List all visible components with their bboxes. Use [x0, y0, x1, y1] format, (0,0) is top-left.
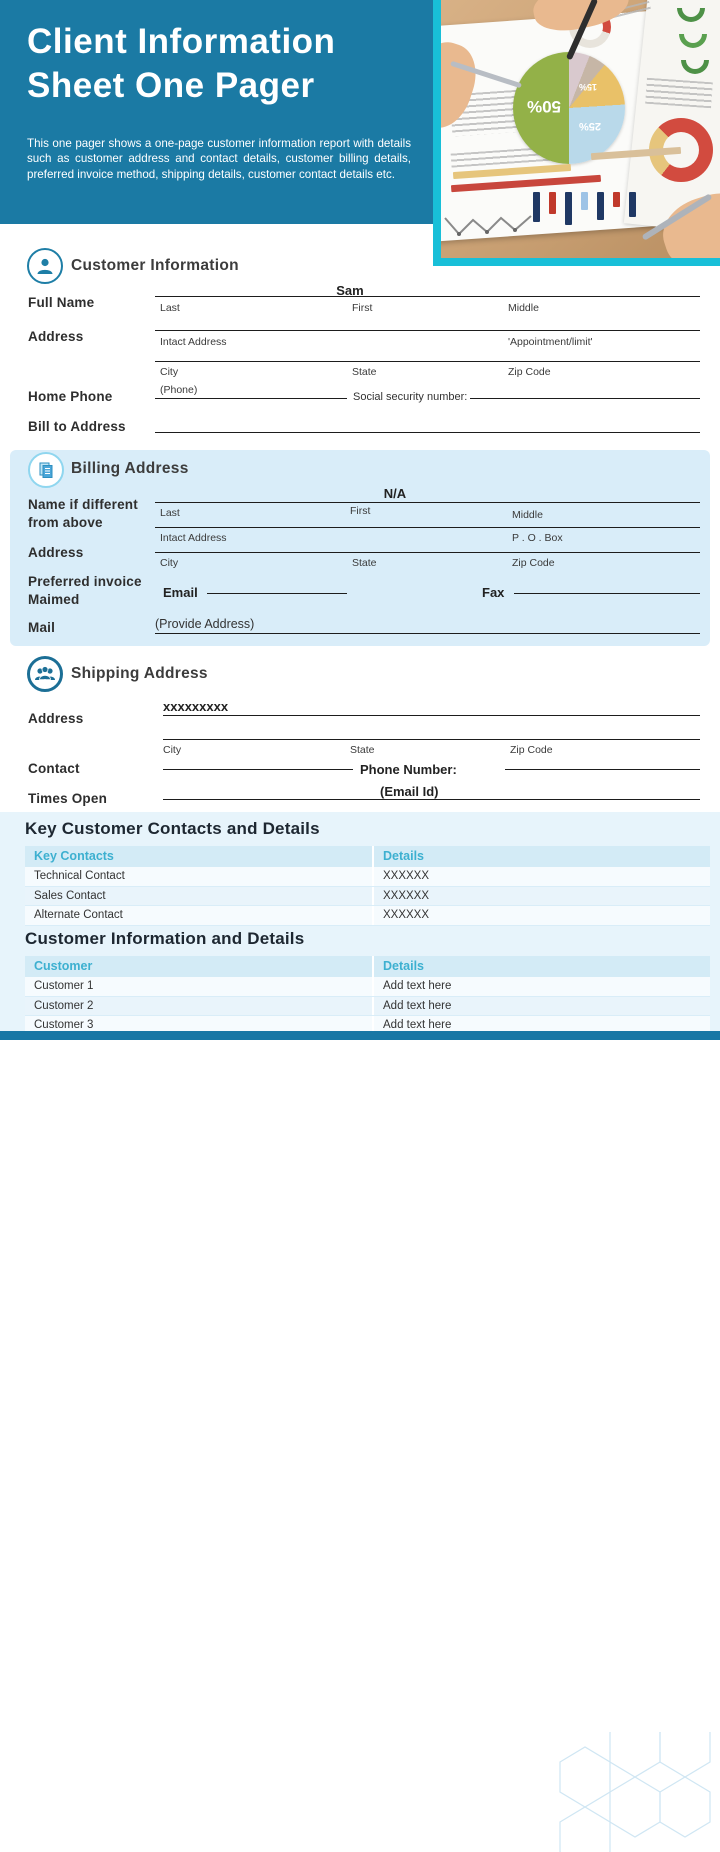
- shipping-address-label: Address: [28, 711, 84, 726]
- table-row: [25, 867, 710, 887]
- customers-table-title: Customer Information and Details: [25, 929, 305, 948]
- field-line: [155, 330, 700, 331]
- pie-secondary-label: 25%: [579, 120, 602, 132]
- state-sublabel: State: [352, 366, 377, 378]
- last-sublabel: Last: [160, 302, 180, 314]
- header-photo-frame: [433, 0, 720, 266]
- address-label: Address: [28, 329, 84, 344]
- last-sublabel: Last: [160, 507, 180, 519]
- customer-name: Customer 2: [34, 999, 94, 1012]
- field-line: [155, 296, 700, 297]
- billing-section-heading: Billing Address: [71, 460, 189, 477]
- customers-col1-header: Customer: [34, 959, 93, 973]
- person-icon: [35, 256, 55, 276]
- city-sublabel: City: [160, 366, 179, 378]
- field-line: [470, 398, 700, 399]
- preferred-invoice-label-2: Maimed: [28, 592, 80, 607]
- field-line: [155, 398, 347, 399]
- home-phone-label: Home Phone: [28, 389, 113, 404]
- field-line: [163, 799, 700, 800]
- customer-detail: Add text here: [372, 1016, 710, 1035]
- first-sublabel: First: [352, 302, 373, 314]
- shipping-section-icon-badge: [27, 656, 63, 692]
- contact-detail: XXXXXX: [372, 867, 710, 886]
- customer-detail: Add text here: [372, 997, 710, 1016]
- contacts-table-header: [25, 846, 710, 867]
- contacts-table: [25, 846, 710, 926]
- customer-section-heading: Customer Information: [71, 257, 239, 274]
- bill-to-address-label: Bill to Address: [28, 419, 126, 434]
- page-title-line2: Sheet One Pager: [27, 66, 315, 106]
- customers-table-header: [25, 956, 710, 977]
- middle-sublabel: Middle: [512, 509, 543, 521]
- contacts-col2-header: Details: [372, 846, 710, 867]
- state-sublabel: State: [350, 744, 375, 756]
- times-open-label: Times Open: [28, 791, 108, 806]
- field-line: [505, 769, 700, 770]
- zip-sublabel: Zip Code: [512, 557, 555, 569]
- billing-panel: [10, 450, 710, 646]
- pie-main-label: 50%: [527, 97, 562, 116]
- shipping-address-value: xxxxxxxxx: [163, 699, 229, 714]
- document-icon: [36, 460, 56, 480]
- table-row: [25, 977, 710, 997]
- bar-chart: [533, 192, 636, 225]
- contact-detail: XXXXXX: [372, 906, 710, 925]
- contacts-col1-header: Key Contacts: [34, 849, 114, 863]
- zip-sublabel: Zip Code: [510, 744, 553, 756]
- customer-name: Customer 1: [34, 980, 94, 992]
- footer-accent-bar: [0, 1031, 720, 1040]
- city-sublabel: City: [160, 557, 179, 569]
- email-id-label: (Email Id): [380, 784, 439, 799]
- email-label: Email: [163, 585, 198, 600]
- contact-label: Contact: [28, 761, 80, 776]
- provide-address-hint: (Provide Address): [155, 617, 255, 631]
- contacts-table-title: Key Customer Contacts and Details: [25, 819, 320, 838]
- shipping-section-heading: Shipping Address: [71, 665, 208, 682]
- field-line: [155, 527, 700, 528]
- name-if-different-label-1: Name if different: [28, 497, 138, 512]
- fax-label: Fax: [482, 585, 505, 600]
- people-icon: [34, 664, 56, 684]
- photo-text-lines: [645, 78, 713, 109]
- ssn-label: Social security number:: [353, 391, 468, 403]
- billing-section-icon-badge: [28, 452, 64, 488]
- field-line: [514, 593, 700, 594]
- appointment-limit-sublabel: 'Appointment/limit': [508, 336, 593, 348]
- field-line: [155, 432, 700, 433]
- field-line: [155, 633, 700, 634]
- preferred-invoice-label-1: Preferred invoice: [28, 574, 142, 589]
- first-sublabel: First: [350, 505, 371, 517]
- field-line: [207, 593, 347, 594]
- middle-sublabel: Middle: [508, 302, 539, 314]
- phone-number-label: Phone Number:: [360, 762, 457, 777]
- pie-tertiary-label: 15%: [579, 82, 598, 92]
- city-sublabel: City: [163, 744, 182, 756]
- name-if-different-label-2: from above: [28, 515, 103, 530]
- full-name-value: Sam: [336, 283, 364, 298]
- customer-section-icon-badge: [27, 248, 63, 284]
- billing-address-label: Address: [28, 545, 84, 560]
- field-line: [163, 739, 700, 740]
- customer-name: Customer 3: [34, 1019, 94, 1031]
- table-row: [25, 906, 710, 926]
- billing-name-value: N/A: [383, 486, 407, 501]
- contact-name: Sales Contact: [34, 889, 106, 902]
- title-banner: [0, 0, 433, 224]
- charts-photo: [441, 0, 720, 258]
- field-line: [155, 502, 700, 503]
- page-description: This one pager shows a one-page customer information report with details such as customer address and contact details, customer billing details, preferred invoice method, shipping details, customer contact details etc.: [27, 137, 411, 181]
- field-line: [155, 361, 700, 362]
- contact-detail: XXXXXX: [372, 887, 710, 906]
- page-title: [27, 20, 335, 109]
- hexagon-decoration: [520, 1732, 720, 1852]
- page-title-line1: Client Information: [27, 22, 336, 61]
- full-name-label: Full Name: [28, 295, 95, 310]
- table-row: [25, 887, 710, 907]
- phone-hint: (Phone): [160, 384, 198, 396]
- intact-address-sublabel: Intact Address: [160, 532, 227, 544]
- customer-detail: Add text here: [372, 977, 710, 996]
- state-sublabel: State: [352, 557, 377, 569]
- field-line: [163, 769, 353, 770]
- table-row: [25, 997, 710, 1017]
- contact-name: Alternate Contact: [34, 909, 123, 921]
- line-chart: [443, 208, 538, 244]
- zip-sublabel: Zip Code: [508, 366, 551, 378]
- intact-address-sublabel: Intact Address: [160, 336, 227, 348]
- field-line: [155, 552, 700, 553]
- contact-name: Technical Contact: [34, 870, 125, 882]
- mail-label: Mail: [28, 620, 56, 635]
- customers-col2-header: Details: [372, 956, 710, 977]
- customers-table: [25, 956, 710, 1036]
- field-line: [163, 715, 700, 716]
- pie-chart: [513, 52, 625, 164]
- po-box-sublabel: P . O . Box: [512, 532, 563, 544]
